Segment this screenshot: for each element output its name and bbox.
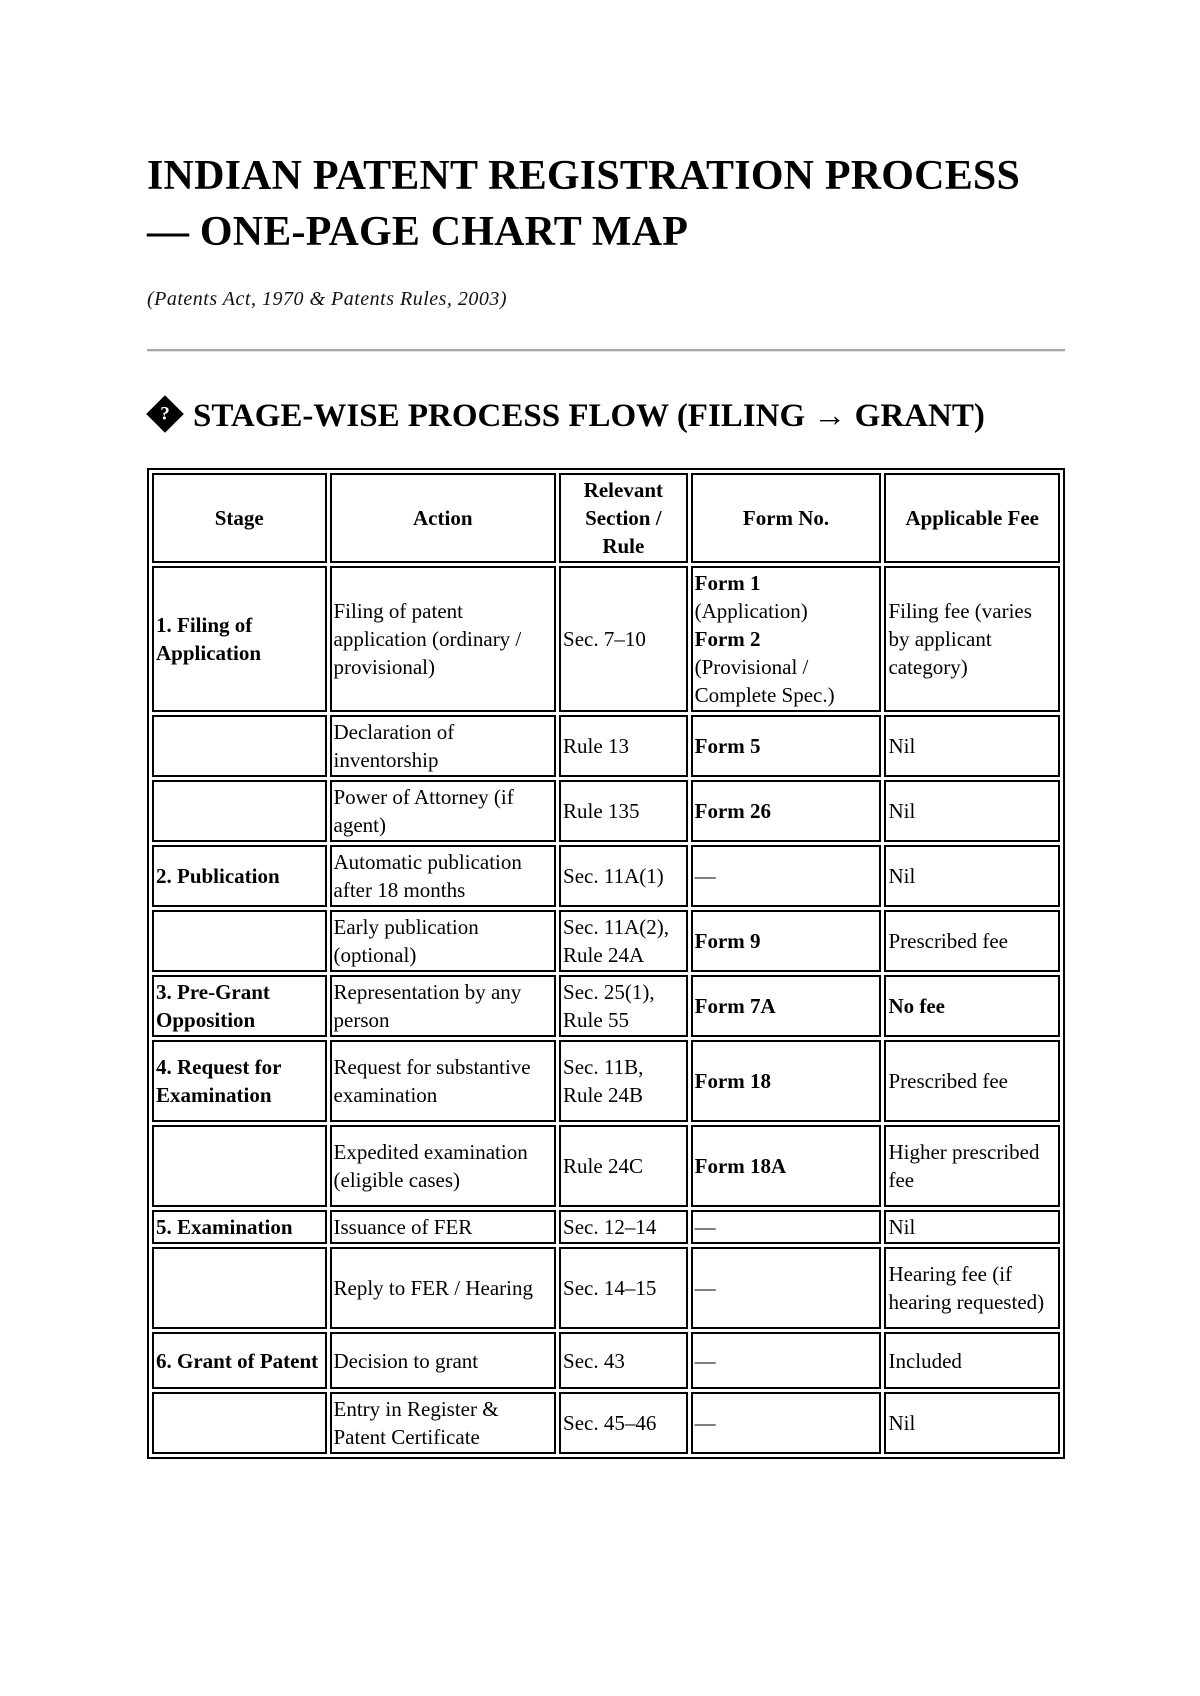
cell-stage — [152, 1392, 327, 1454]
form-number: Form 5 — [694, 734, 761, 758]
cell-section: Sec. 14–15 — [559, 1247, 688, 1329]
cell-form — [691, 910, 882, 972]
section-heading — [147, 394, 1065, 438]
cell-stage — [152, 910, 327, 972]
form-note: — — [694, 1215, 716, 1239]
cell-section: Sec. 45–46 — [559, 1392, 688, 1454]
cell-action: Filing of patent application (ordinary / provisional) — [330, 566, 557, 712]
form-note: — — [694, 1276, 716, 1300]
cell-action: Request for substantive examination — [330, 1040, 557, 1122]
table-row — [152, 715, 1060, 777]
table-row — [152, 780, 1060, 842]
cell-section: Rule 13 — [559, 715, 688, 777]
horizontal-rule — [147, 349, 1065, 352]
document-page — [147, 148, 1065, 1459]
form-note: (Provisional / Complete Spec.) — [694, 655, 835, 707]
table-row — [152, 1392, 1060, 1454]
section-heading-text: STAGE-WISE PROCESS FLOW (FILING → GRANT) — [193, 398, 985, 434]
cell-section: Rule 24C — [559, 1125, 688, 1207]
table-row — [152, 1247, 1060, 1329]
cell-stage: 1. Filing of Application — [152, 566, 327, 712]
cell-fee: Nil — [884, 715, 1060, 777]
page-title: INDIAN PATENT REGISTRATION PROCESS — ONE-PAGE CHART MAP — [147, 153, 1021, 255]
cell-stage — [152, 1247, 327, 1329]
cell-fee: Higher prescribed fee — [884, 1125, 1060, 1207]
cell-stage — [152, 780, 327, 842]
cell-form — [691, 1210, 882, 1244]
cell-action: Early publication (optional) — [330, 910, 557, 972]
cell-action: Declaration of inventorship — [330, 715, 557, 777]
form-number: Form 26 — [694, 799, 772, 823]
cell-form — [691, 1332, 882, 1389]
header-form: Form No. — [691, 473, 882, 563]
table-row — [152, 1210, 1060, 1244]
cell-fee: Included — [884, 1332, 1060, 1389]
cell-stage — [152, 715, 327, 777]
table-row — [152, 566, 1060, 712]
cell-form — [691, 975, 882, 1037]
table-row — [152, 1125, 1060, 1207]
cell-form — [691, 845, 882, 907]
table-row — [152, 975, 1060, 1037]
page-subtitle: (Patents Act, 1970 & Patents Rules, 2003) — [147, 288, 508, 310]
header-section: Relevant Section / Rule — [559, 473, 688, 563]
cell-action: Entry in Register & Patent Certificate — [330, 1392, 557, 1454]
cell-stage: 4. Request for Examination — [152, 1040, 327, 1122]
table-row — [152, 845, 1060, 907]
cell-section: Sec. 11A(2), Rule 24A — [559, 910, 688, 972]
form-note: — — [694, 1348, 716, 1373]
cell-section: Sec. 12–14 — [559, 1210, 688, 1244]
cell-form — [691, 566, 882, 712]
cell-fee: Prescribed fee — [884, 910, 1060, 972]
cell-form — [691, 1392, 882, 1454]
table-row — [152, 1332, 1060, 1389]
form-note: — — [694, 864, 716, 888]
cell-action: Expedited examination (eligible cases) — [330, 1125, 557, 1207]
cell-section: Sec. 11A(1) — [559, 845, 688, 907]
table-row — [152, 910, 1060, 972]
cell-action: Reply to FER / Hearing — [330, 1247, 557, 1329]
cell-stage: 3. Pre-Grant Opposition — [152, 975, 327, 1037]
form-note: — — [694, 1411, 716, 1435]
form-number: Form 18 — [694, 1069, 772, 1093]
cell-action: Power of Attorney (if agent) — [330, 780, 557, 842]
form-number: Form 1 — [694, 571, 761, 595]
cell-section: Sec. 11B, Rule 24B — [559, 1040, 688, 1122]
cell-form — [691, 1040, 882, 1122]
table-body — [152, 566, 1060, 1454]
cell-form — [691, 780, 882, 842]
cell-stage: 5. Examination — [152, 1210, 327, 1244]
cell-fee: Nil — [884, 1392, 1060, 1454]
cell-action: Representation by any person — [330, 975, 557, 1037]
cell-fee: Nil — [884, 1210, 1060, 1244]
cell-fee: Nil — [884, 845, 1060, 907]
diamond-question-icon — [146, 395, 184, 433]
cell-fee: No fee — [884, 975, 1060, 1037]
form-number: Form 2 — [694, 627, 761, 651]
process-table — [147, 468, 1065, 1459]
cell-stage: 6. Grant of Patent — [152, 1332, 327, 1389]
cell-action: Decision to grant — [330, 1332, 557, 1389]
form-note: (Application) — [694, 599, 808, 623]
cell-action: Issuance of FER — [330, 1210, 557, 1244]
table-header-row — [152, 473, 1060, 563]
form-number: Form 9 — [694, 929, 761, 953]
cell-stage — [152, 1125, 327, 1207]
header-stage: Stage — [152, 473, 327, 563]
cell-fee: Prescribed fee — [884, 1040, 1060, 1122]
cell-fee: Filing fee (varies by applicant category) — [884, 566, 1060, 712]
cell-form — [691, 715, 882, 777]
cell-stage: 2. Publication — [152, 845, 327, 907]
form-number: Form 7A — [694, 994, 776, 1018]
header-fee: Applicable Fee — [884, 473, 1060, 563]
cell-fee: Hearing fee (if hearing requested) — [884, 1247, 1060, 1329]
cell-form — [691, 1125, 882, 1207]
cell-form — [691, 1247, 882, 1329]
header-action: Action — [330, 473, 557, 563]
cell-action: Automatic publication after 18 months — [330, 845, 557, 907]
cell-section: Sec. 25(1), Rule 55 — [559, 975, 688, 1037]
cell-section: Rule 135 — [559, 780, 688, 842]
cell-fee: Nil — [884, 780, 1060, 842]
cell-section: Sec. 43 — [559, 1332, 688, 1389]
form-number: Form 18A — [694, 1154, 787, 1178]
cell-section: Sec. 7–10 — [559, 566, 688, 712]
table-row — [152, 1040, 1060, 1122]
